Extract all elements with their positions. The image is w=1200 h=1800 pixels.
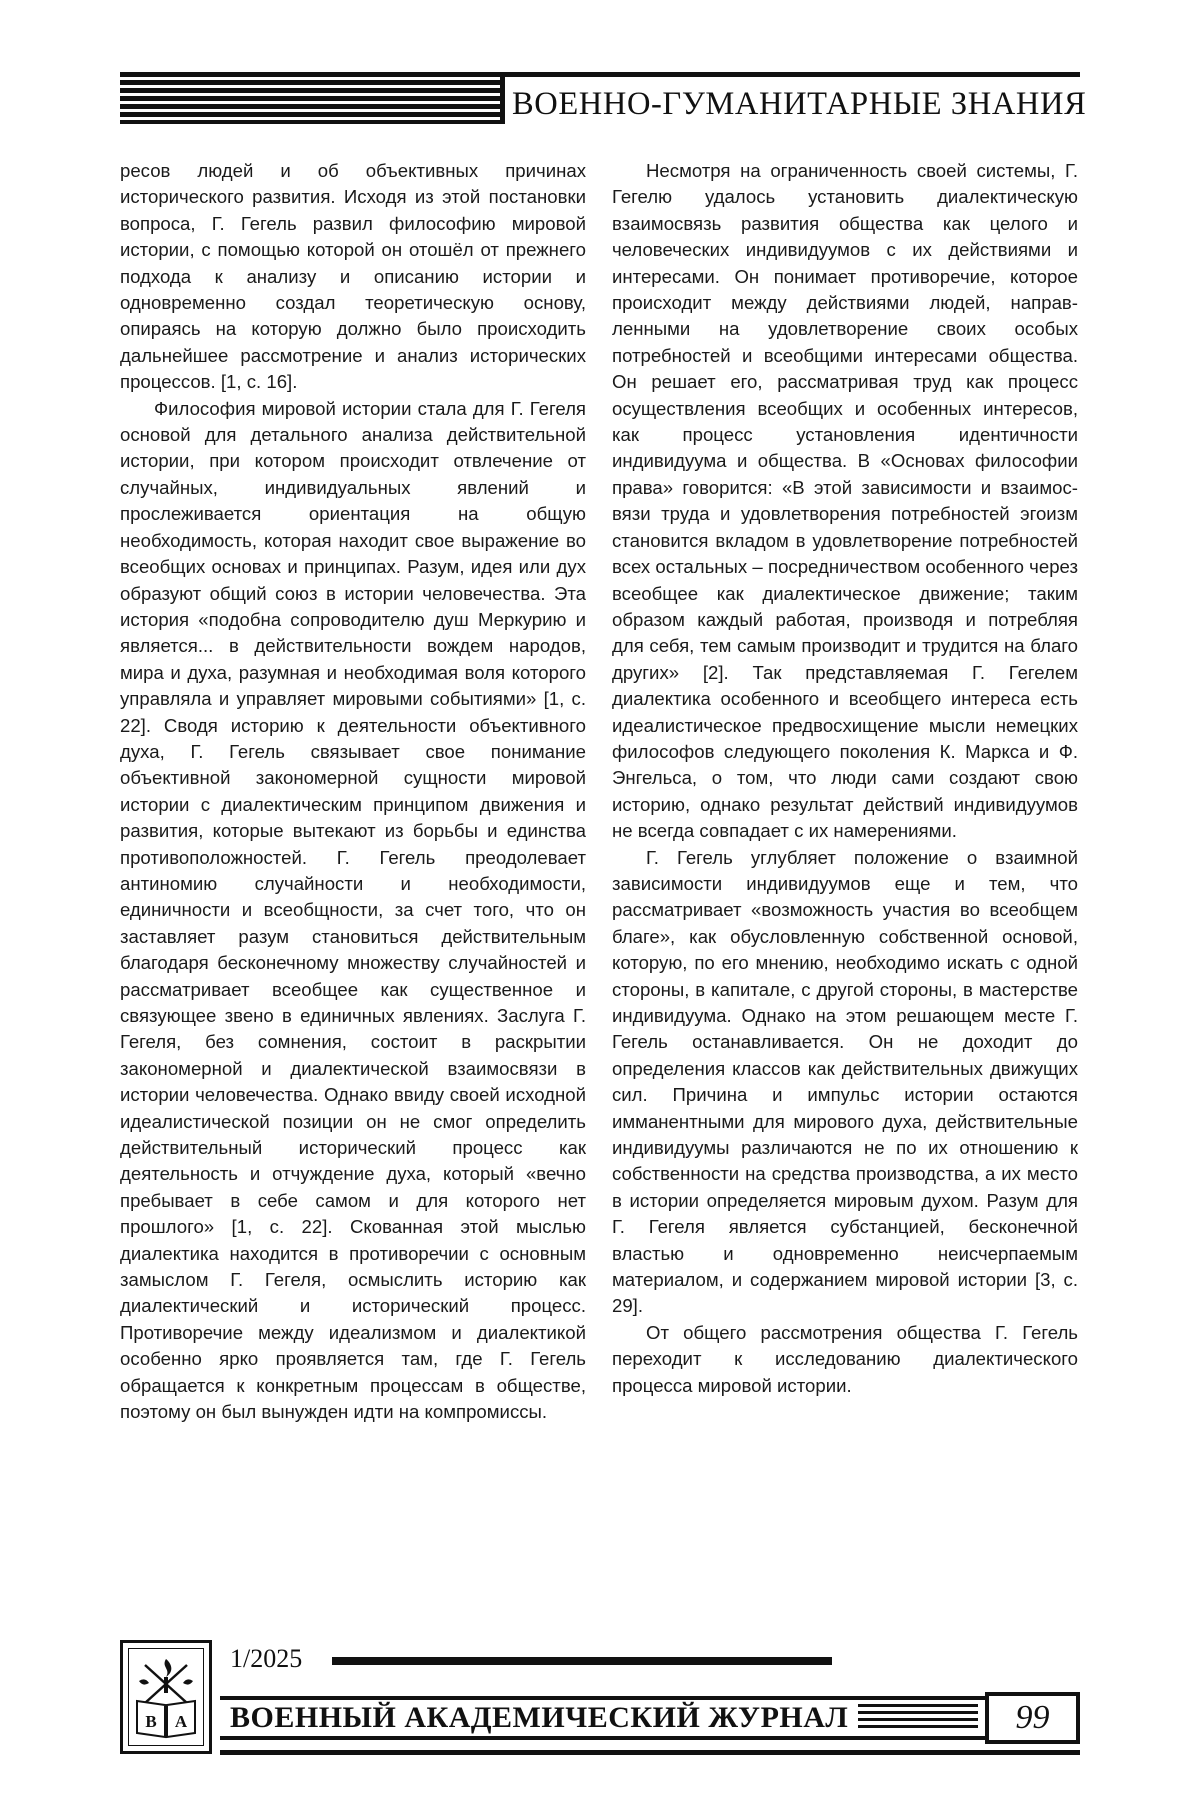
text-column-right bbox=[612, 158, 1078, 1399]
issue-rule bbox=[332, 1657, 832, 1665]
svg-text:А: А bbox=[174, 1712, 188, 1731]
issue-number: 1/2025 bbox=[230, 1644, 303, 1673]
paragraph: ресов людей и об объективных причинах исторического развития. Исходя из этой постановки вопроса, Г. Гегель развил философию мировой истории, с помощью которой он отошёл от прежнего подхода к анализу и описанию истории и одновременно создал теоретическую основу, опираясь на которую должно было происходить дальнейшее рассмотрение и анализ исторических процессов. [1, с. 16]. bbox=[120, 160, 586, 393]
svg-text:В: В bbox=[145, 1712, 157, 1731]
text-column-left bbox=[120, 158, 586, 1426]
book-emblem-icon bbox=[131, 1651, 201, 1743]
paragraph: Г. Гегель углубляет положение о взаимной зависимости индивидуумов еще и тем, что рассматривает «возможность участия во всеобщем благе», как обусловленную собственной основой, которую, по его мнению, необходимо искать с одной стороны, в капитале, с другой стороны, в мастерстве индивидуума. Однако на этом решающем месте Г. Гегель останавливается. Он не доходит до определения классов как действительных движущих сил. Причина и импульс истории остаются имманентными для мирового духа, действительные индивидуумы различаются не по их отношению к собственности на средства производства, а их место в истории определяется мировым духом. Разум для Г. Гегеля является субстанцией, бесконечной властью и одновременно неисчерпаемым материалом, и содержанием мировой истории [3, с. 29]. bbox=[612, 846, 1078, 1317]
page-number: 99 bbox=[985, 1692, 1080, 1744]
journal-title: ВОЕННЫЙ АКАДЕМИЧЕСКИЙ ЖУРНАЛ bbox=[230, 1701, 849, 1734]
header-decorative-lines bbox=[120, 72, 500, 124]
page-header bbox=[120, 72, 1087, 124]
footer-bottom-rule bbox=[220, 1750, 1080, 1755]
paragraph: От общего рассмотрения общества Г. Гегель переходит к исследованию диалектического процесса мировой истории. bbox=[612, 1321, 1078, 1396]
page-footer bbox=[120, 1640, 1080, 1760]
footer-decorative-lines bbox=[858, 1704, 978, 1732]
journal-logo bbox=[120, 1640, 212, 1754]
paragraph: Несмотря на ограниченность своей системы, Г. Гегелю удалось установить диалектическую взаимосвязь развития общества как целого и человеческих индивидуумов с их действиями и интересами. Он понимает противоречие, которое происходит между действиями людей, направленными на удовлетворение своих особых потребностей и всеобщими интересами общества. Он решает его, рассматривая труд как процесс осуществления всеобщих и особенных интересов, как процесс установления идентичности индивидуума и общества. В «Основах философии права» говорится: «В этой зависимости и взаимосвязи труда и удовлетворения потребностей эгоизм становится вкладом в удовлетворение потребностей всех остальных – посредничеством особенного через всеобщее как диалектическое движение; таким образом каждый работая, производя и потребляя для себя, тем самым производит и трудится на благо других» [2]. Так представляемая Г. Гегелем диалектика особенного и всеобщего интереса есть идеалистическое предвосхищение мысли немецких философов следующего поколения К. Маркса и Ф. Энгельса, о том, что люди сами создают свою историю, однако результат действий индивидуумов не всегда совпадает с их намерениями. bbox=[612, 160, 1078, 842]
section-title: ВОЕННО-ГУМАНИТАРНЫЕ ЗНАНИЯ bbox=[512, 86, 1087, 122]
paragraph: Философия мировой истории стала для Г. Гегеля основой для детального анализа действительной истории, при котором происходит отвлечение от случайных, индивидуальных явлений и прослеживается ориентация на общую необходимость, которая находит свое выражение во всеобщих основах и принципах. Разум, идея или дух образуют общий союз в истории человечества. Эта история «подобна сопроводителю душ Меркурию и является... в действительности вождем народов, мира и духа, разумная и необходимая воля которого управляла и управляет мировыми событиями» [1, с. 22]. Сводя историю к деятельности объективного духа, Г. Гегель связывает свое понимание объективной закономерной сущности мировой истории с диалектическим принципом движения и развития, которые вытекают из борьбы и единства противоположностей. Г. Гегель преодолевает антиномию случайности и необходимости, единичности и всеобщности, за счет того, что он заставляет разум становиться действительным благодаря бесконечному множеству случайностей и рассматривает всеобщее как существенное и связующее звено в единичных явлениях. Заслуга Г. Гегеля, без сомнения, состоит в раскрытии закономерной и диалектической взаимосвязи в истории человечества. Однако ввиду своей исходной идеалистической позиции он не смог определить действительный исторический процесс как деятельность и отчуждение духа, который «вечно пребывает в себе самом и для которого нет прошлого» [1, с. 22]. Скованная этой мыслью диалектика находится в противоречии с основным замыслом Г. Гегеля, осмыслить историю как диалектический и исторический процесс. Противоречие между идеализмом и диалектикой особенно ярко проявляется там, где Г. Гегель обращается к конкретным процессам в обществе, поэтому он был вынужден идти на компромиссы. bbox=[120, 397, 586, 1423]
